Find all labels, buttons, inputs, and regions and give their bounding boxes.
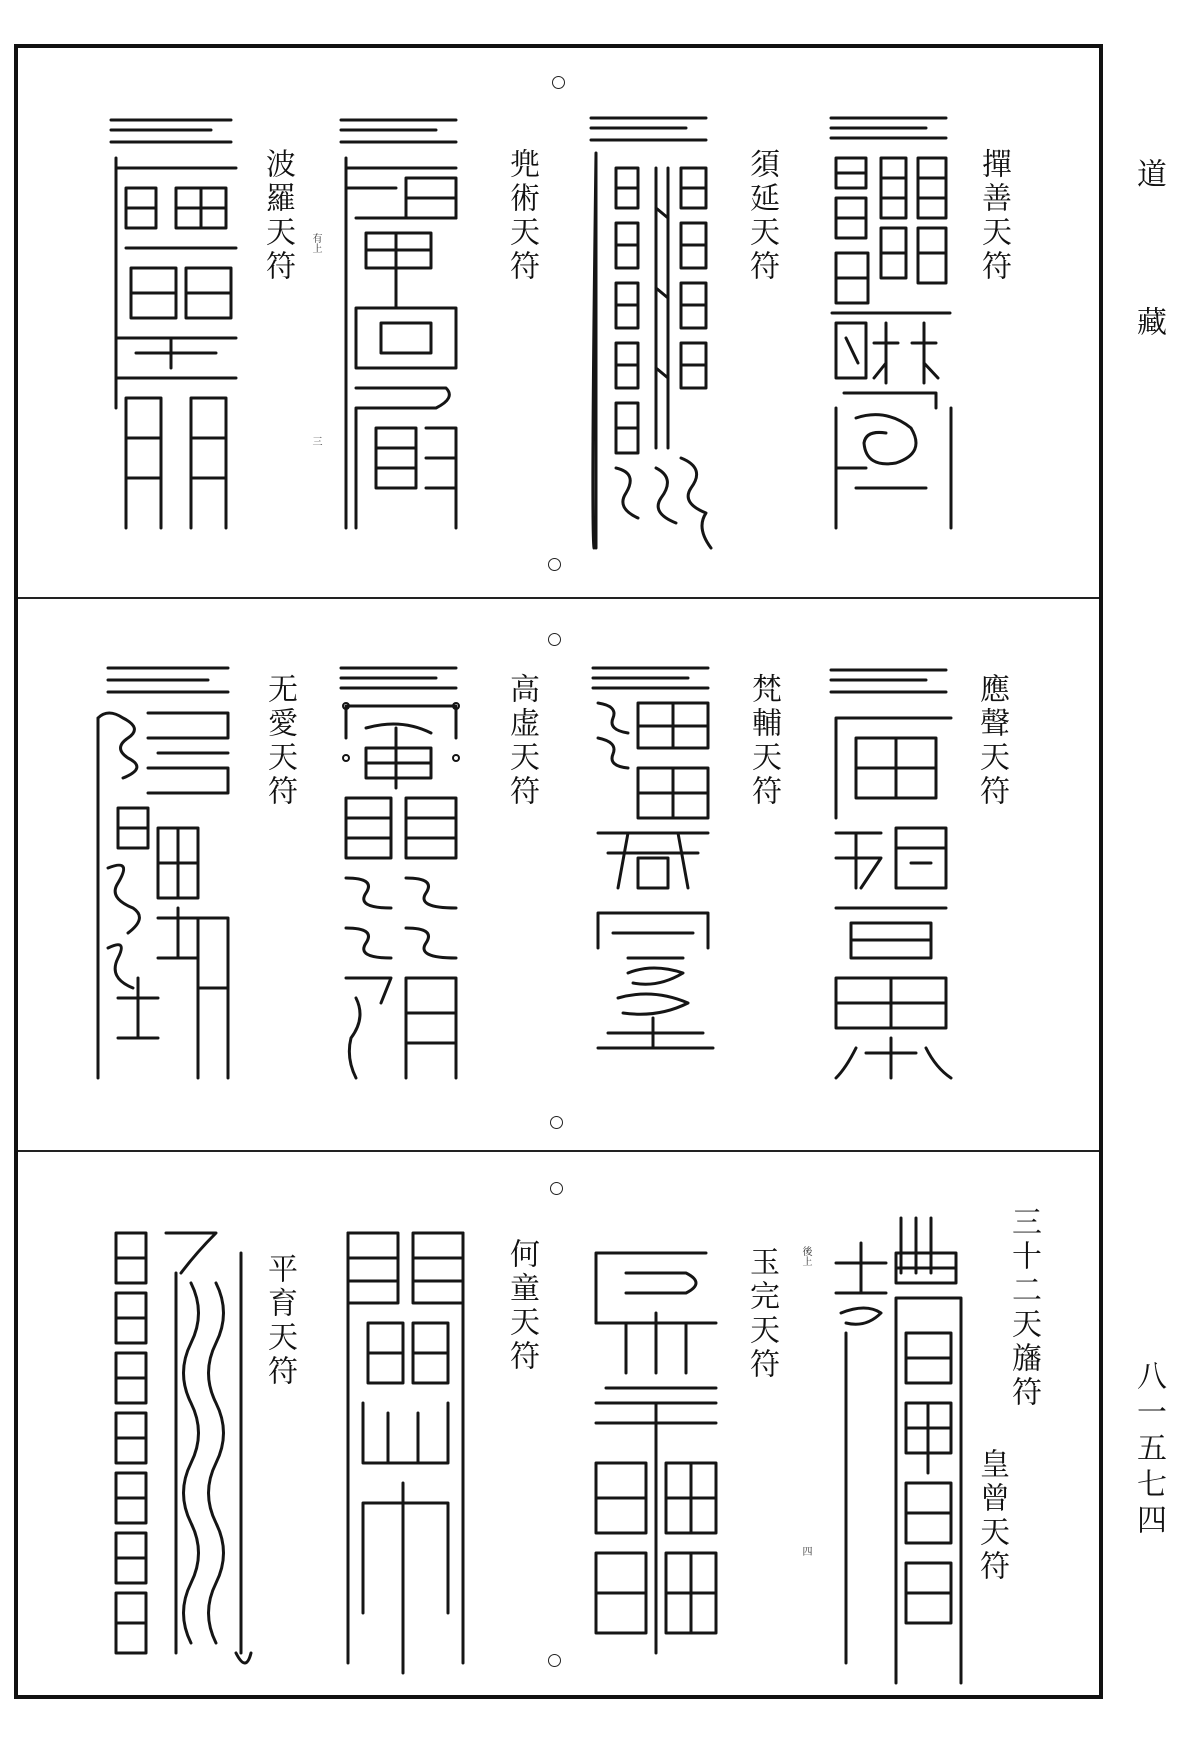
marker-circle <box>550 1182 563 1195</box>
talisman-label-huangzeng: 皇曾天符 <box>974 1448 1009 1584</box>
annotation-note: 後上 <box>800 1246 811 1266</box>
talisman-glyph <box>826 1213 976 1683</box>
talisman-label-gaoxu: 高虚天符 <box>504 673 539 809</box>
page-frame <box>14 44 1103 1699</box>
talisman-glyph <box>336 658 466 1098</box>
panel-heading: 三十二天旛符 <box>1006 1206 1041 1410</box>
book-title-zang: 藏 <box>1131 306 1166 336</box>
talisman-glyph <box>826 108 956 548</box>
annotation-note: 有上 <box>310 233 321 253</box>
talisman-label-chanshan: 撣善天符 <box>976 148 1011 284</box>
marker-circle <box>548 1654 561 1667</box>
talisman-glyph <box>106 108 246 548</box>
talisman-glyph <box>106 1213 256 1683</box>
talisman-glyph <box>826 658 956 1098</box>
talisman-label-fanfu: 梵輔天符 <box>746 673 781 809</box>
marker-circle <box>550 1116 563 1129</box>
talisman-label-xuyan: 須延天符 <box>744 148 779 284</box>
annotation-note: 三 <box>310 436 321 446</box>
talisman-label-yingsheng: 應聲天符 <box>974 673 1009 809</box>
panel-divider-2 <box>18 1150 1099 1152</box>
talisman-label-boluo: 波羅天符 <box>260 148 295 284</box>
talisman-label-doushu: 兠術天符 <box>504 148 539 284</box>
talisman-label-wuai: 无愛天符 <box>262 673 297 809</box>
talisman-glyph <box>586 1213 726 1683</box>
talisman-glyph <box>588 658 718 1098</box>
marker-circle <box>548 558 561 571</box>
talisman-label-pingyu: 平育天符 <box>262 1253 297 1389</box>
talisman-label-hetong: 何童天符 <box>504 1238 539 1374</box>
marker-circle <box>548 633 561 646</box>
panel-divider-1 <box>18 597 1099 599</box>
talisman-glyph <box>586 108 716 568</box>
talisman-glyph <box>336 108 466 548</box>
talisman-glyph <box>338 1213 468 1683</box>
page-number: 八一五七四 <box>1131 1360 1166 1540</box>
talisman-glyph <box>88 658 238 1098</box>
annotation-note: 四 <box>800 1546 811 1556</box>
book-title-dao: 道 <box>1131 158 1166 188</box>
marker-circle <box>552 76 565 89</box>
talisman-label-yuwan: 玉完天符 <box>744 1246 779 1382</box>
